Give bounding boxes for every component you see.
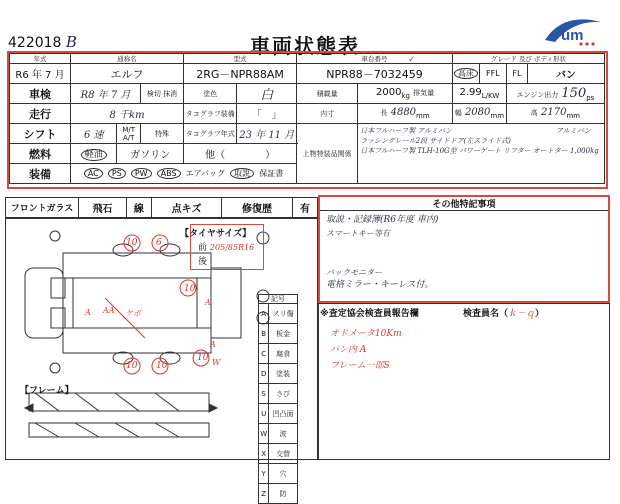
inner-width: 幅 $2080_{mm}$ bbox=[452, 104, 506, 124]
grade-ffl: FFL bbox=[479, 64, 506, 84]
repair-history-label: 修復歴 bbox=[222, 198, 293, 218]
mileage-value: 8 千km bbox=[71, 104, 184, 124]
transmission-type: M/T A/T bbox=[117, 124, 141, 144]
equipment-note-right: アルミバン bbox=[556, 127, 591, 135]
vehicle-info-table bbox=[9, 53, 605, 184]
frame-label: 【フレーム】 bbox=[20, 386, 74, 396]
inspection-label: 車検 bbox=[10, 84, 71, 104]
vehicle-model: 2RG－NPR88AM bbox=[184, 64, 297, 84]
front-glass-label: フロントガラス bbox=[6, 198, 79, 218]
repair-yes: 有 bbox=[292, 198, 317, 218]
inner-height: 高 $2170_{mm}$ bbox=[506, 104, 604, 124]
equipment-options: AC PS PW ABS エアバッグ 取説 保証書 bbox=[71, 164, 297, 184]
side-mark-1: A bbox=[210, 340, 216, 349]
special-notes-title: その他特記事項 bbox=[320, 197, 608, 211]
body-equipment-notes: 日本フルハーフ製 アルミバン ラッシングレール2段 サイドドア(左スライド式) 日本フルハーフ製 TLH-10G型 パワーゲート リフター オートター 1,000kg bbox=[358, 124, 605, 184]
mileage-label: 走行 bbox=[10, 104, 71, 124]
tire-rear: 後 bbox=[198, 257, 208, 267]
damage-bar bbox=[5, 197, 318, 218]
damage-mark-aa: AA bbox=[103, 306, 115, 315]
tachograph-year-label: タコグラフ年式 bbox=[184, 124, 237, 144]
fuel-diesel: 軽油 bbox=[71, 144, 117, 164]
tire-front: 前 205/85R16 bbox=[198, 243, 255, 253]
header-chassis: 車台番号 bbox=[297, 54, 453, 64]
tachograph-year: 23 年 11 月 bbox=[237, 124, 297, 144]
symbol-legend: 記号 A スリ傷 B 板金 C 腐食 D 塗装 S さび U 凹凸面 W 波 X 交替 Y 穴 Z 防 bbox=[258, 294, 298, 504]
fuel-gasoline: ガソリン bbox=[117, 144, 184, 164]
tire-mark-6: 10 bbox=[197, 353, 209, 363]
model-year: R6 年 7 月 bbox=[10, 64, 71, 84]
inspector-notes: オドメータ10Km バン内 A フレーム一部S bbox=[330, 329, 402, 371]
grade-fl: FL bbox=[506, 64, 527, 84]
header-name: 通称名 bbox=[71, 54, 184, 64]
fuel-other: 他（ ） bbox=[184, 144, 297, 164]
engine-output: エンジン出力 $150_{ps}$ bbox=[506, 84, 604, 104]
damage-mark-kebo: ケボ bbox=[125, 309, 141, 318]
document-title: 車両状態表 bbox=[250, 34, 360, 58]
damage-mark-ax: A bbox=[85, 308, 91, 317]
color-value: 白 bbox=[237, 84, 297, 104]
line-label: 線 bbox=[126, 198, 151, 218]
inner-size-label: 内寸 bbox=[297, 104, 358, 124]
company-logo bbox=[543, 18, 603, 48]
side-mark-2: W bbox=[212, 358, 221, 367]
tire-mark-1: 10 bbox=[126, 238, 138, 248]
load-label: 積載量 bbox=[297, 84, 358, 104]
header-year: 年式 bbox=[10, 54, 71, 64]
tachograph-value: 「 」 bbox=[237, 104, 297, 124]
inspection-status: 検切 抹消 bbox=[140, 84, 183, 104]
equipment-label: 装備 bbox=[10, 164, 71, 184]
inspector-name: 検査員名（ｋ－ｑ） bbox=[463, 309, 545, 319]
grade-check-mark: ✓ bbox=[408, 55, 416, 65]
body-type: バン bbox=[527, 64, 604, 84]
svg-text:um: um bbox=[561, 27, 584, 44]
color-label: 塗色 bbox=[184, 84, 237, 104]
special-label: 特殊 bbox=[140, 124, 183, 144]
inspection-date: R8 年 7 月 bbox=[71, 84, 141, 104]
header-model: 型式 bbox=[184, 54, 297, 64]
tire-mark-2: 6 bbox=[156, 238, 162, 248]
chip-label: 飛石 bbox=[79, 198, 127, 218]
special-notes-content: 取説・記録簿(R6年度 車内) スマートキー等有 バックモニター 電格ミラー・キーレス付。 bbox=[326, 215, 439, 290]
shift-value: 6 速 bbox=[71, 124, 117, 144]
grade-high-floor: 高床 bbox=[452, 64, 479, 84]
side-mark-3: A bbox=[205, 298, 211, 307]
spot-label: 点キズ bbox=[151, 198, 221, 218]
tachograph-label: タコグラフ装備 bbox=[184, 104, 237, 124]
document-number: 422018 B bbox=[8, 33, 77, 51]
displacement: $2.99_{L/KW}$ bbox=[452, 84, 506, 104]
legend-title: 記号 bbox=[259, 295, 298, 304]
tire-mark-3: 10 bbox=[126, 361, 138, 371]
fuel-label: 燃料 bbox=[10, 144, 71, 164]
body-equipment-label: 上物特装品関係 bbox=[297, 124, 358, 184]
tire-size-title: 【タイヤサイズ】 bbox=[180, 229, 252, 239]
inspector-title: ※査定協会検査員報告欄 bbox=[320, 309, 419, 319]
load-value: $2000_{kg}$ 排気量 bbox=[358, 84, 453, 104]
vehicle-name: エルフ bbox=[71, 64, 184, 84]
shift-label: シフト bbox=[10, 124, 71, 144]
inner-length: 長 $4880_{mm}$ bbox=[358, 104, 453, 124]
tire-mark-5: 10 bbox=[184, 284, 196, 294]
chassis-number: NPR88－7032459 bbox=[297, 64, 453, 84]
header-grade: グレード 及び ボディ形状 bbox=[452, 54, 604, 64]
tire-mark-4: 10 bbox=[156, 361, 168, 371]
